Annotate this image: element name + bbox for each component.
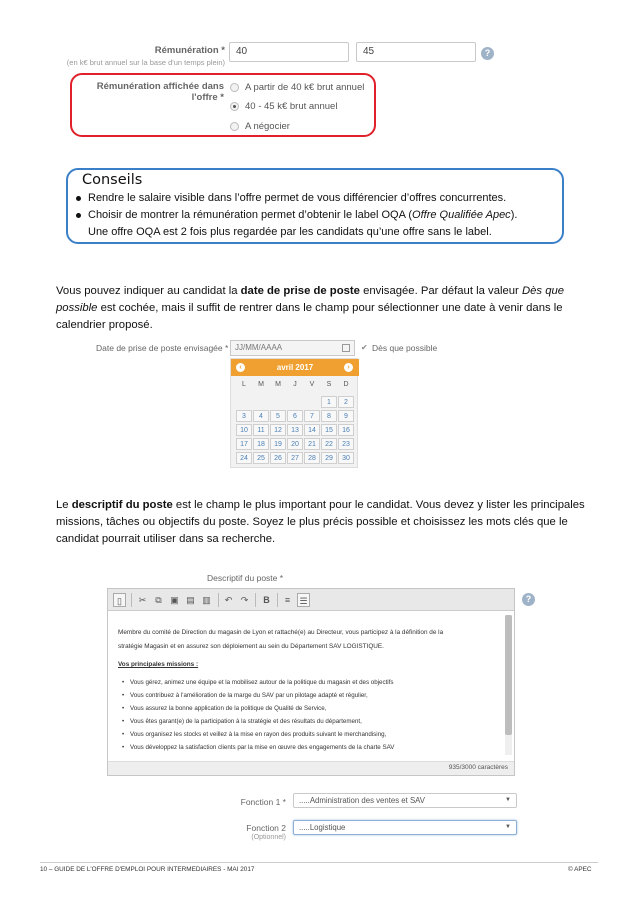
footer-left: 10 – GUIDE DE L'OFFRE D'EMPLOI POUR INTERMEDIAIRES - MAI 2017 xyxy=(40,866,255,873)
calendar-day[interactable]: 24 xyxy=(236,452,252,464)
new-document-icon[interactable]: ▯ xyxy=(113,593,126,607)
editor-mission-item: • Vous organisez les stocks et veillez à la mise en rayon des produits suivant le merchandising, xyxy=(130,730,386,739)
fonction2-select[interactable] xyxy=(293,820,517,835)
calendar-day[interactable]: 15 xyxy=(321,424,337,436)
radio-button[interactable] xyxy=(230,83,239,92)
chevron-down-icon: ▼ xyxy=(505,797,511,803)
calendar-day[interactable]: 23 xyxy=(338,438,354,450)
calendar-day[interactable]: 4 xyxy=(253,410,269,422)
para-text: est le champ le plus important pour le candidat. Vous devez y lister les principales xyxy=(172,499,585,511)
para-text: calendrier proposé. xyxy=(56,319,153,331)
toolbar-divider xyxy=(218,593,219,607)
date-input[interactable] xyxy=(230,340,355,356)
prev-month-icon[interactable]: ‹ xyxy=(236,363,245,372)
calendar-day[interactable]: 5 xyxy=(270,410,286,422)
para-text: Le xyxy=(56,499,72,511)
calendar-weekday: D xyxy=(343,381,349,388)
para-bold: date de prise de poste xyxy=(240,285,360,297)
calendar-weekday: J xyxy=(293,381,297,388)
next-month-icon[interactable]: › xyxy=(344,363,353,372)
calendar-day[interactable]: 27 xyxy=(287,452,303,464)
toolbar-divider xyxy=(277,593,278,607)
toolbar-divider xyxy=(255,593,256,607)
calendar-day[interactable]: 21 xyxy=(304,438,320,450)
calendar-day[interactable]: 11 xyxy=(253,424,269,436)
radio-button[interactable] xyxy=(230,122,239,131)
paste-text-icon[interactable]: ▤ xyxy=(186,595,195,605)
calendar-day[interactable]: 25 xyxy=(253,452,269,464)
calendar-day[interactable]: 26 xyxy=(270,452,286,464)
cut-icon[interactable]: ✂ xyxy=(138,595,147,605)
para-text: candidat pourrait utiliser dans sa recherche. xyxy=(56,533,276,545)
editor-mission-item: • Vous développez la satisfaction clients par la mise en œuvre des engagements de la charte SAV xyxy=(130,743,394,752)
help-icon[interactable]: ? xyxy=(522,593,535,606)
calendar-day[interactable]: 1 xyxy=(321,396,337,408)
calendar-header xyxy=(231,359,359,376)
conseils-item-text: Rendre le salaire visible dans l’offre permet de vous différencier d’offres concurrentes. xyxy=(88,192,507,204)
calendar-day[interactable]: 18 xyxy=(253,438,269,450)
chevron-down-icon: ▼ xyxy=(505,824,511,830)
calendar-day[interactable]: 29 xyxy=(321,452,337,464)
calendar-month: avril 2017 xyxy=(276,363,314,372)
editor-scroll-thumb[interactable] xyxy=(505,615,512,735)
calendar-day[interactable]: 3 xyxy=(236,410,252,422)
editor-footer xyxy=(108,761,514,775)
remuneration-sublabel: (en k€ brut annuel sur la base d'un temps plein) xyxy=(66,58,225,67)
para-italic: Dès que xyxy=(521,285,565,297)
date-placeholder: JJ/MM/AAAA xyxy=(235,343,283,352)
calendar-day[interactable]: 13 xyxy=(287,424,303,436)
remuneration-max-input[interactable]: 45 xyxy=(356,42,476,62)
calendar-day[interactable]: 8 xyxy=(321,410,337,422)
radio-option-from[interactable] xyxy=(230,82,364,93)
bullet-icon xyxy=(76,196,81,201)
fonction2-value: .....Logistique xyxy=(299,823,346,832)
calendar-day[interactable]: 16 xyxy=(338,424,354,436)
radio-option-range[interactable] xyxy=(230,101,337,112)
char-count: 935/3000 caractères xyxy=(448,764,508,771)
calendar-day[interactable]: 6 xyxy=(287,410,303,422)
conseils-title: Conseils xyxy=(82,172,143,188)
fonction2-optional: (Optionnel) xyxy=(251,834,286,841)
editor-mission-item: • Vous assurez la bonne application de la politique de Qualité de Service, xyxy=(130,704,326,713)
fonction1-value: .....Administration des ventes et SAV xyxy=(299,796,425,805)
para-text: Vous pouvez indiquer au candidat la xyxy=(56,285,241,297)
conseils-item-end: ). xyxy=(510,209,518,221)
copy-icon[interactable]: ⧉ xyxy=(155,595,162,605)
calendar-weekday: M xyxy=(275,381,281,388)
editor-mission-item: • Vous contribuez à l'amélioration de la marge du SAV par un pilotage adapté et régulier, xyxy=(130,691,368,700)
editor-missions-title: Vos principales missions : xyxy=(118,661,199,668)
numbered-list-icon[interactable]: ≡ xyxy=(284,595,291,605)
remuneration-label xyxy=(40,45,225,69)
para-italic: possible xyxy=(56,302,98,314)
calendar-day[interactable]: 10 xyxy=(236,424,252,436)
bullet-icon xyxy=(76,213,81,218)
calendar-popup xyxy=(230,358,358,468)
editor-scrollbar[interactable] xyxy=(505,615,512,755)
conseils-item-italic: Offre Qualifiée Apec xyxy=(412,209,511,221)
conseils-item-continued: Une offre OQA est 2 fois plus regardée par les candidats qu’une offre sans le label. xyxy=(88,226,492,238)
fonction2-label xyxy=(200,823,286,843)
calendar-day[interactable]: 9 xyxy=(338,410,354,422)
radio-option-negotiate[interactable] xyxy=(230,121,290,132)
conseils-item-text: Choisir de montrer la rémunération permet d’obtenir le label OQA ( xyxy=(88,209,413,221)
fonction2-label-text: Fonction 2 xyxy=(246,823,286,833)
conseils-item xyxy=(76,208,517,223)
radio-option-label: A négocier xyxy=(245,121,290,132)
calendar-day[interactable]: 28 xyxy=(304,452,320,464)
remuneration-min-input[interactable]: 40 xyxy=(229,42,349,62)
calendar-day[interactable]: 2 xyxy=(338,396,354,408)
paste-word-icon[interactable]: ▥ xyxy=(202,595,211,605)
paste-icon[interactable]: ▣ xyxy=(170,595,179,605)
calendar-day[interactable]: 20 xyxy=(287,438,303,450)
calendar-day[interactable]: 30 xyxy=(338,452,354,464)
calendar-day[interactable]: 17 xyxy=(236,438,252,450)
calendar-day[interactable]: 14 xyxy=(304,424,320,436)
check-icon[interactable]: ✔ xyxy=(361,343,368,352)
date-label: Date de prise de poste envisagée * xyxy=(96,343,229,353)
fonction1-label: Fonction 1 * xyxy=(240,797,286,807)
editor-intro-line: stratégie Magasin et en assurez son déploiement au sein du Département SAV LOGISTIQUE. xyxy=(118,643,384,650)
paragraph-date xyxy=(56,283,592,334)
descriptif-label: Descriptif du poste * xyxy=(207,573,284,583)
bold-icon[interactable]: B xyxy=(263,595,270,605)
para-bold: descriptif du poste xyxy=(71,499,173,511)
calendar-day[interactable]: 7 xyxy=(304,410,320,422)
radio-button-selected[interactable] xyxy=(230,102,239,111)
footer-right: © APEC xyxy=(568,866,592,873)
calendar-icon[interactable] xyxy=(342,344,350,352)
fonction1-select[interactable] xyxy=(293,793,517,808)
calendar-day[interactable]: 12 xyxy=(270,424,286,436)
calendar-weekday: M xyxy=(258,381,264,388)
asap-checkbox-label: Dès que possible xyxy=(372,343,438,353)
para-text: envisagée. Par défaut la valeur xyxy=(359,285,522,297)
para-text: est cochée, mais il suffit de rentrer dans le champ pour sélectionner une date à venir dans le xyxy=(97,302,563,314)
help-icon[interactable]: ? xyxy=(481,47,494,60)
calendar-weekday: V xyxy=(309,381,315,388)
calendar-weekday: L xyxy=(242,381,246,388)
redo-icon[interactable]: ↷ xyxy=(240,595,249,605)
para-text: missions, tâches ou objectifs du poste. Soyez le plus précis possible et choisissez les mots clés que le xyxy=(56,516,568,528)
calendar-day[interactable]: 22 xyxy=(321,438,337,450)
editor-mission-item: • Vous gérez, animez une équipe et la mobilisez autour de la politique du magasin et des objectifs xyxy=(130,678,393,687)
editor-intro-line: Membre du comité de Direction du magasin de Lyon et rattaché(e) au Directeur, vous participez à la définition de la xyxy=(118,629,444,636)
rich-text-editor[interactable] xyxy=(107,588,515,776)
remuneration-label-text: Rémunération * xyxy=(154,45,225,56)
editor-toolbar xyxy=(108,589,514,611)
radio-option-label: 40 - 45 k€ brut annuel xyxy=(245,101,338,112)
undo-icon[interactable]: ↶ xyxy=(224,595,233,605)
radio-option-label: A partir de 40 k€ brut annuel xyxy=(245,82,365,93)
calendar-day[interactable]: 19 xyxy=(270,438,286,450)
footer-divider xyxy=(40,862,598,863)
bulleted-list-icon[interactable]: ☰ xyxy=(297,593,310,607)
remuneration-display-label: Rémunération affichée dans l'offre * xyxy=(96,81,224,103)
calendar-weekday: S xyxy=(326,381,332,388)
editor-mission-item: • Vous êtes garant(e) de la participation à la stratégie et des résultats du département, xyxy=(130,717,362,726)
toolbar-divider xyxy=(131,593,132,607)
conseils-item xyxy=(76,191,506,206)
paragraph-descriptif xyxy=(56,497,592,548)
